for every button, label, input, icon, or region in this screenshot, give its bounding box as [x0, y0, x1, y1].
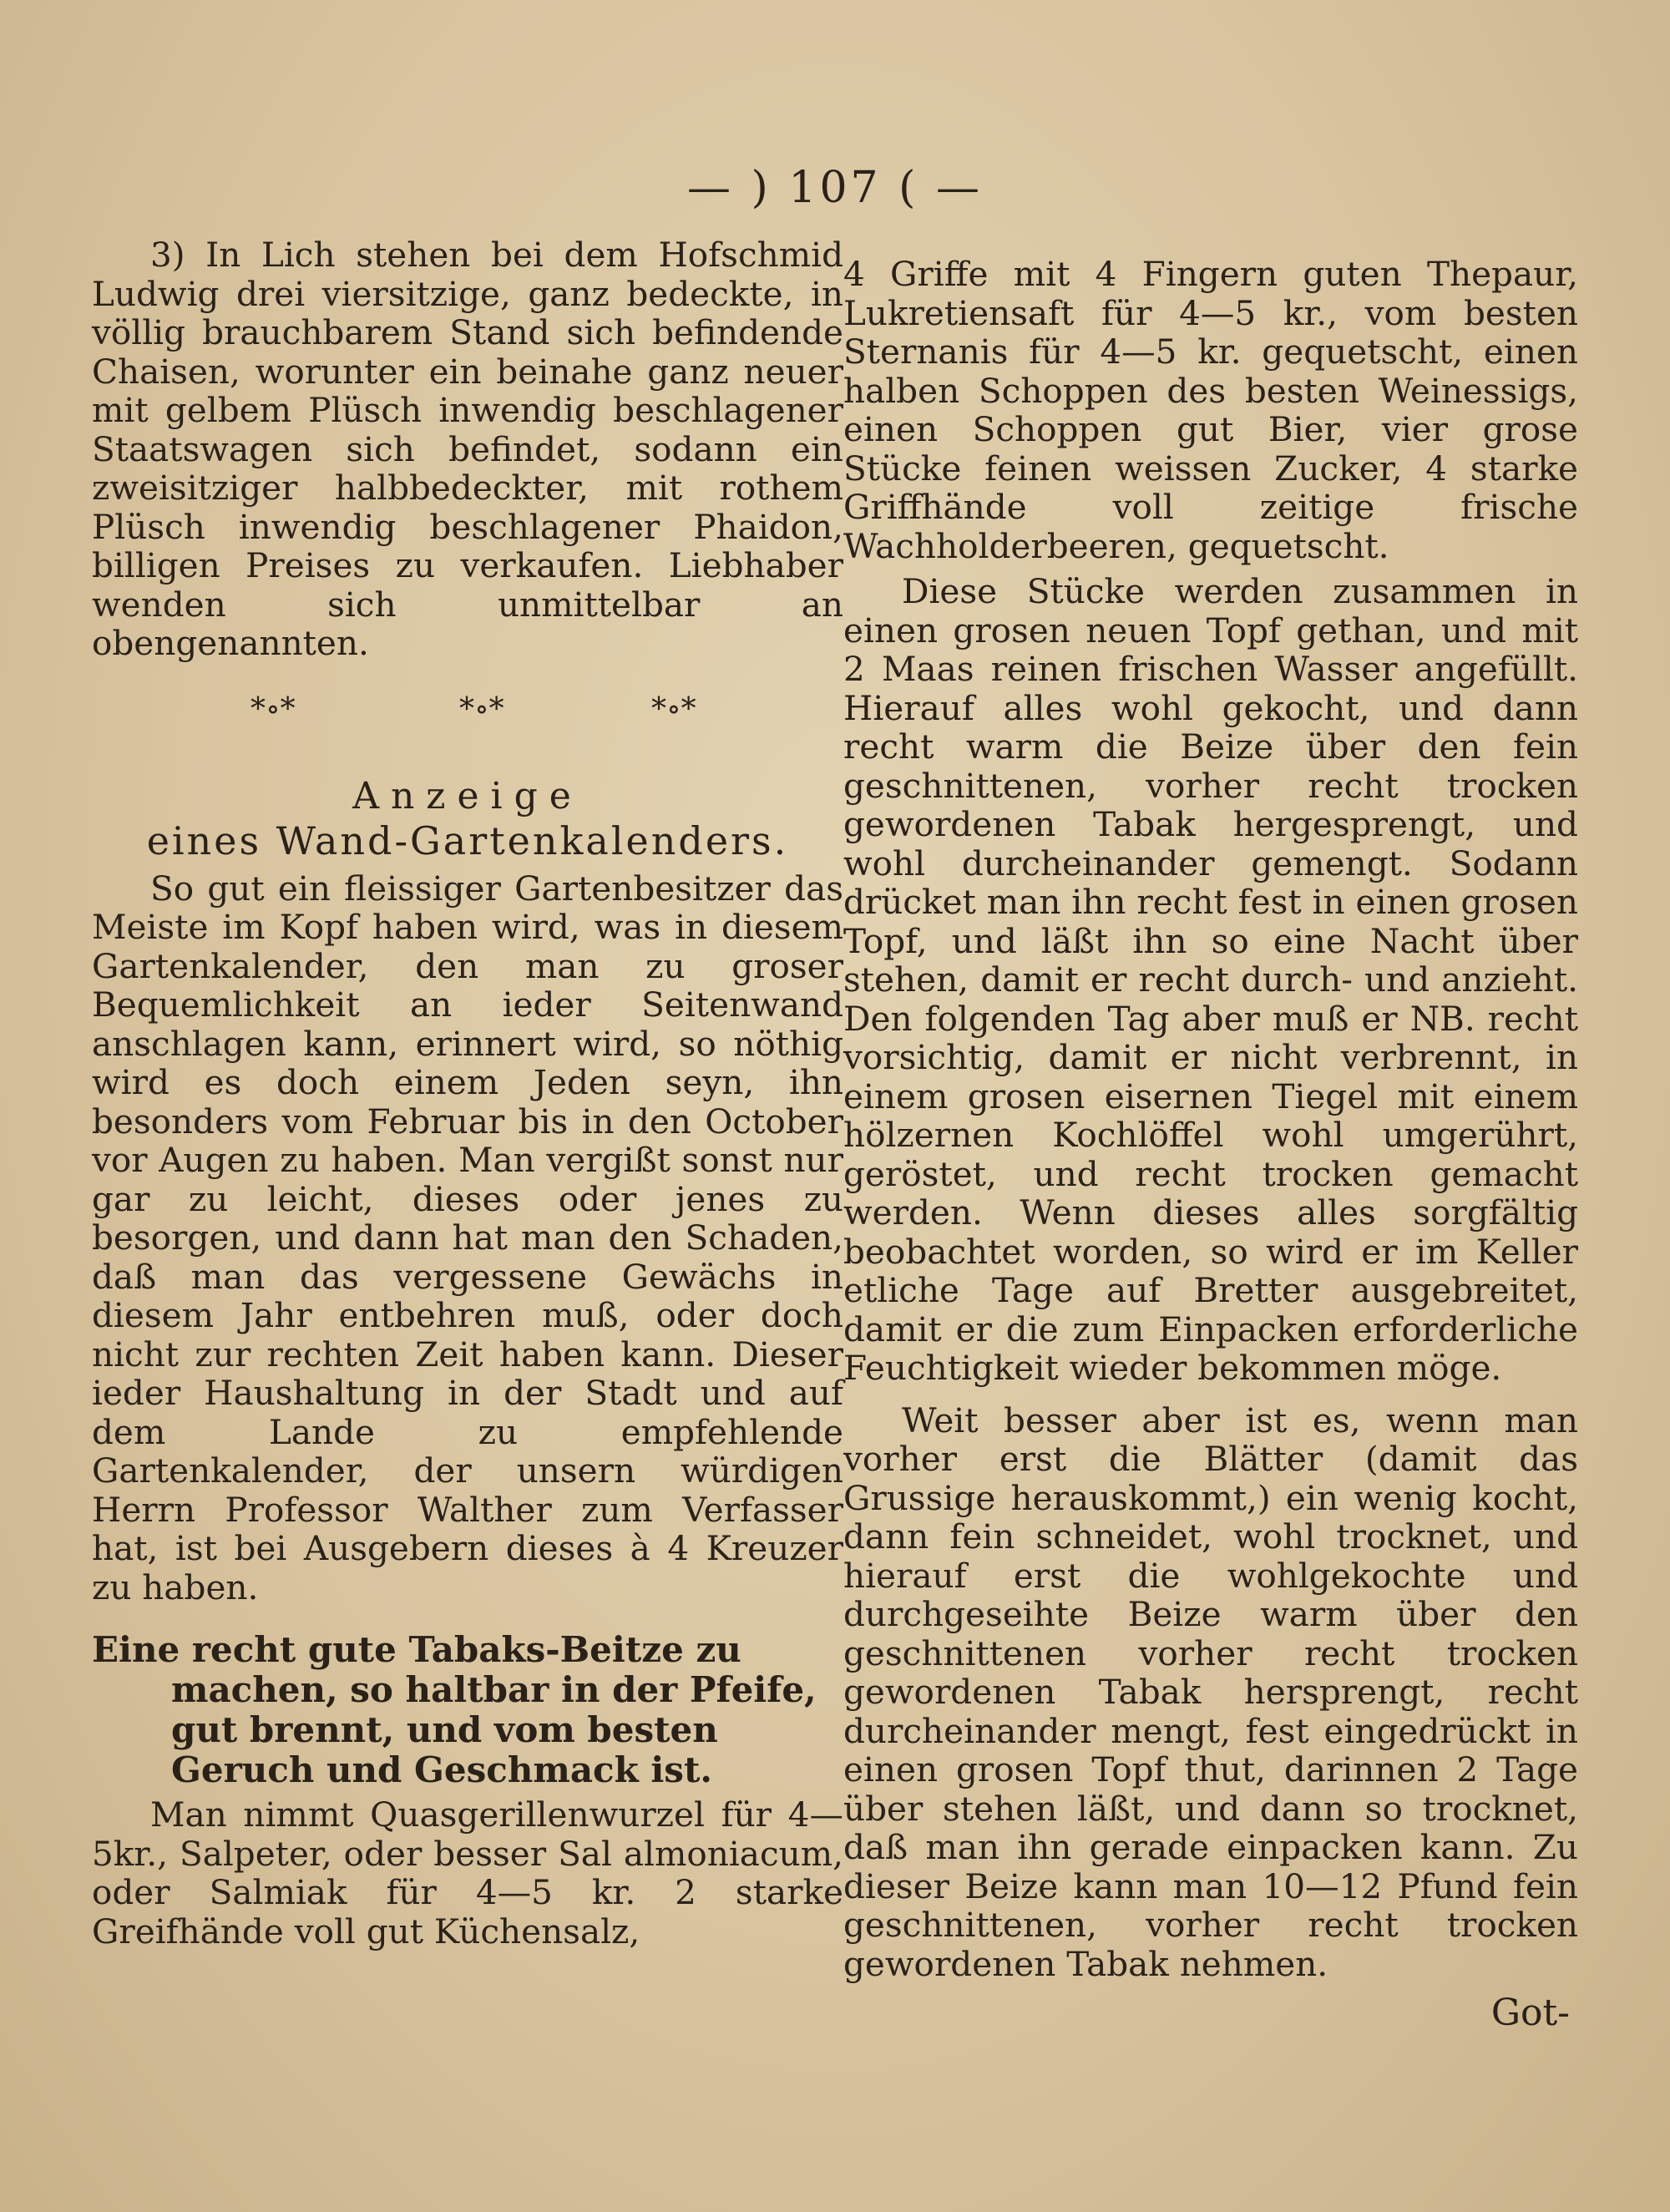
- catchword: Got-: [1490, 1992, 1570, 2034]
- recipe-title: Eine recht gute Tabaks-Beitze zu machen, so haltbar in der Pfeife, gut brennt, und vom besten Geruch und Geschmack ist.: [92, 1629, 817, 1790]
- garden-calendar-text: So gut ein fleissiger Gartenbesitzer das Meiste im Kopf haben wird, was in diesem Gartenkalender, den man zu groser Bequemlichkeit an ieder Seitenwand anschlagen kann, erinnert wird, so nöthig wird es doch einem Jeden seyn, ihn besonders vom Februar bis in den October vor Augen zu haben. Man vergißt sonst nur gar zu leicht, dieses oder jenes zu besorgen, und dann hat man den Schaden, daß man das vergessene Gewächs in diesem Jahr entbehren muß, oder doch nicht zur rechten Zeit haben kann. Dieser ieder Haushaltung in der Stadt und auf dem Lande zu empfehlende Gartenkalender, der unsern würdigen Herrn Professor Walther zum Verfasser hat, ist bei Ausgebern dieses à 4 Kreuzer zu haben.: [92, 868, 843, 1607]
- right-column: [843, 255, 1578, 2034]
- recipe-ingredients-continued: 4 Griffe mit 4 Fingern guten Thepaur, Lukretiensaft für 4—5 kr., vom besten Sternanis für 4—5 kr. gequetscht, einen halben Schoppen des besten Weinessigs, einen Schoppen gut Bier, vier grose Stücke feinen weissen Zucker, 4 starke Griffhände voll zeitige frische Wachholderbeeren, gequetscht.: [843, 254, 1578, 566]
- ornament-mark: *∘*: [651, 691, 696, 726]
- ornament-divider: [92, 692, 843, 751]
- recipe-alternative-method: Weit besser aber ist es, wenn man vorher erst die Blätter (damit das Grussige herauskommt,) ein wenig kocht, dann fein schneidet, wohl trocknet, und hierauf erst die wohlgekochte und durchgeseihte Beize warm über den geschnittenen vorher recht trocken gewordenen Tabak hersprengt, recht durcheinander mengt, fest eingedrückt in einen grosen Topf thut, darinnen 2 Tage über stehen läßt, und dann so trocknet, daß man ihn gerade einpacken kann. Zu dieser Beize kann man 10—12 Pfund fein geschnittenen, vorher recht trocken gewordenen Tabak nehmen.: [843, 1400, 1578, 1984]
- ornament-mark: *∘*: [250, 691, 296, 726]
- recipe-ingredients-start: Man nimmt Quasgerillenwurzel für 4—5kr., Salpeter, oder besser Sal almoniacum, oder Salmiak für 4—5 kr. 2 starke Greifhände voll gut Küchensalz,: [92, 1794, 843, 1951]
- left-column: [92, 235, 843, 1951]
- recipe-instructions: Diese Stücke werden zusammen in einen grosen neuen Topf gethan, und mit 2 Maas reinen frischen Wasser angefüllt. Hierauf alles wohl gekocht, und dann recht warm die Beize über den fein geschnittenen, vorher recht trocken gewordenen Tabak hergesprengt, und wohl durcheinander gemengt. Sodann drücket man ihn recht fest in einen grosen Topf, und läßt ihn so eine Nacht über stehen, damit er recht durch- und anzieht. Den folgenden Tag aber muß er NB. recht vorsichtig, damit er nicht verbrennt, in einem grosen eisernen Tiegel mit einem hölzernen Kochlöffel wohl umgerührt, geröstet, und recht trocken gemacht werden. Wenn dieses alles sorgfältig beobachtet worden, so wird er im Keller etliche Tage auf Bretter ausgebreitet, damit er die zum Einpacken erforderliche Feuchtigkeit wieder bekommen möge.: [843, 571, 1578, 1388]
- ornament-mark: *∘*: [459, 691, 504, 726]
- announcement-heading: Anzeige: [352, 774, 583, 817]
- announcement-subheading: eines Wand-Gartenkalenders.: [146, 817, 789, 863]
- page-number: — ) 107 ( —: [687, 163, 983, 213]
- advertisement-carriages: 3) In Lich stehen bei dem Hofschmid Ludwig drei viersitzige, ganz bedeckte, in völlig brauchbarem Stand sich befindende Chaisen, worunter ein beinahe ganz neuer mit gelbem Plüsch inwendig beschlagener Staatswagen sich befindet, sodann ein zweisitziger halbbedeckter, mit rothem Plüsch inwendig beschlagener Phaidon, billigen Preises zu verkaufen. Liebhaber wenden sich unmittelbar an obengenannten.: [92, 235, 843, 663]
